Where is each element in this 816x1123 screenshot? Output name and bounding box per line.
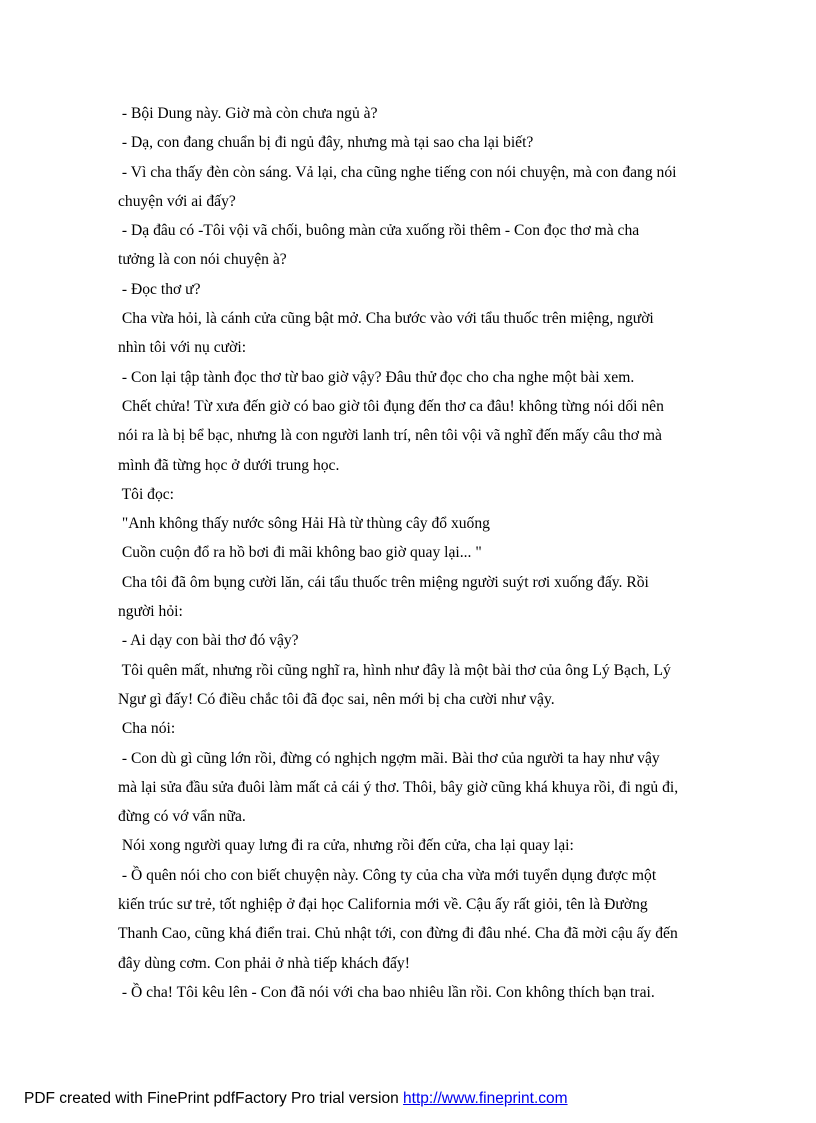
text-line: Cha vừa hỏi, là cánh cửa cũng bật mở. Cha bước vào với tẩu thuốc trên miệng, người	[118, 310, 654, 328]
text-line: đừng có vớ vẩn nữa.	[118, 808, 246, 826]
text-line: - Ồ quên nói cho con biết chuyện này. Công ty của cha vừa mới tuyển dụng được một	[118, 866, 657, 884]
pdf-footer	[24, 1088, 568, 1110]
text-line: kiến trúc sư trẻ, tốt nghiệp ở đại học California mới về. Cậu ấy rất giỏi, tên là Đường	[118, 896, 648, 914]
text-line: - Ồ cha! Tôi kêu lên - Con đã nói với cha bao nhiêu lần rồi. Con không thích bạn trai.	[118, 983, 655, 1001]
text-line: Thanh Cao, cũng khá điển trai. Chủ nhật tới, con đừng đi đâu nhé. Cha đã mời cậu ấy đến	[118, 925, 678, 943]
text-line: mình đã từng học ở dưới trung học.	[118, 456, 340, 474]
text-line: nói ra là bị bể bạc, nhưng là con người lanh trí, nên tôi vội vã nghĩ đến mấy câu thơ mà	[118, 427, 662, 445]
text-line: người hỏi:	[118, 603, 183, 621]
text-line: Tôi quên mất, nhưng rồi cũng nghĩ ra, hình như đây là một bài thơ của ông Lý Bạch, Lý	[118, 661, 671, 679]
fineprint-link[interactable]: http://www.fineprint.com	[403, 1090, 568, 1107]
text-line: chuyện với ai đấy?	[118, 192, 236, 210]
text-line: "Anh không thấy nước sông Hải Hà từ thùng cây đổ xuống	[118, 515, 490, 533]
text-line: - Đọc thơ ư?	[118, 280, 201, 298]
text-line: Cha tôi đã ôm bụng cười lăn, cái tẩu thuốc trên miệng người suýt rơi xuống đấy. Rồi	[118, 573, 649, 591]
document-body	[118, 99, 708, 1007]
text-line: Cuồn cuộn đổ ra hồ bơi đi mãi không bao giờ quay lại... "	[118, 544, 482, 562]
text-line: Tôi đọc:	[118, 485, 175, 503]
text-line: Ngư gì đấy! Có điều chắc tôi đã đọc sai, nên mới bị cha cười như vậy.	[118, 690, 555, 708]
text-line: Chết chửa! Từ xưa đến giờ có bao giờ tôi đụng đến thơ ca đâu! không từng nói dối nên	[118, 397, 664, 415]
text-line: Cha nói:	[118, 720, 176, 738]
text-line: - Bội Dung này. Giờ mà còn chưa ngủ à?	[118, 105, 378, 122]
text-line: nhìn tôi với nụ cười:	[118, 339, 247, 357]
text-line: - Dạ, con đang chuẩn bị đi ngủ đây, nhưng mà tại sao cha lại biết?	[118, 134, 534, 152]
text-line: - Con lại tập tành đọc thơ từ bao giờ vậy? Đâu thử đọc cho cha nghe một bài xem.	[118, 368, 635, 386]
footer-text: PDF created with FinePrint pdfFactory Pro trial version	[24, 1090, 404, 1107]
text-line: đây dùng cơm. Con phải ở nhà tiếp khách đấy!	[118, 954, 410, 972]
text-line: - Vì cha thấy đèn còn sáng. Vả lại, cha cũng nghe tiếng con nói chuyện, mà con đang nói	[118, 163, 677, 181]
text-line: - Con dù gì cũng lớn rồi, đừng có nghịch ngợm mãi. Bài thơ của người ta hay như vậy	[118, 749, 660, 767]
text-line: - Dạ đâu có -Tôi vội vã chối, buông màn cửa xuống rồi thêm - Con đọc thơ mà cha	[118, 222, 640, 240]
text-line: mà lại sửa đầu sửa đuôi làm mất cả cái ý thơ. Thôi, bây giờ cũng khá khuya rồi, đi ngủ đi,	[118, 778, 679, 796]
text-line: - Ai dạy con bài thơ đó vậy?	[118, 632, 299, 650]
text-line: Nói xong người quay lưng đi ra cửa, nhưng rồi đến cửa, cha lại quay lại:	[118, 837, 574, 855]
text-line: tưởng là con nói chuyện à?	[118, 251, 287, 269]
